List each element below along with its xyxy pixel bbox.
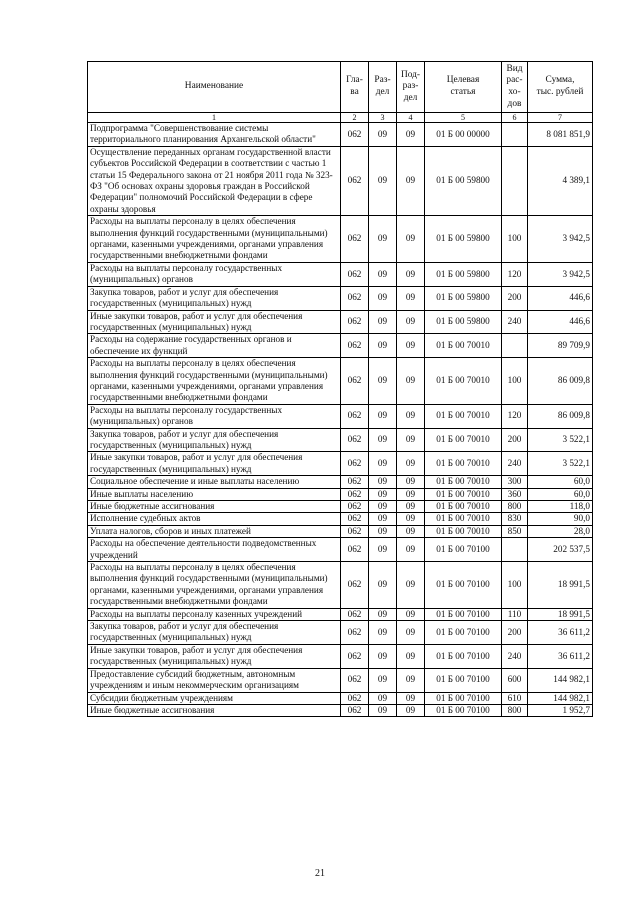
table-header-row xyxy=(88,62,593,113)
row-podrazdel-cell: 09 xyxy=(397,488,425,500)
table-row xyxy=(88,538,593,562)
table-row xyxy=(88,452,593,476)
row-sum-cell: 3 942,5 xyxy=(528,216,593,263)
row-glava-cell: 062 xyxy=(341,644,369,668)
table-row xyxy=(88,404,593,428)
row-name-cell: Расходы на выплаты персоналу государственных (муниципальных) органов xyxy=(88,262,341,286)
row-vid-cell: 610 xyxy=(502,692,528,704)
header-sum: Сумма, тыс. рублей xyxy=(528,62,593,113)
row-target-cell: 01 Б 00 70010 xyxy=(425,334,502,358)
row-glava-cell: 062 xyxy=(341,310,369,334)
column-number: 1 xyxy=(88,113,341,123)
row-razdel-cell: 09 xyxy=(369,538,397,562)
row-podrazdel-cell: 09 xyxy=(397,668,425,692)
row-glava-cell: 062 xyxy=(341,404,369,428)
row-sum-cell: 8 081 851,9 xyxy=(528,123,593,147)
table-row xyxy=(88,644,593,668)
table-row xyxy=(88,310,593,334)
row-target-cell: 01 Б 00 59800 xyxy=(425,146,502,215)
table-row xyxy=(88,562,593,609)
row-glava-cell: 062 xyxy=(341,123,369,147)
row-glava-cell: 062 xyxy=(341,608,369,620)
row-podrazdel-cell: 09 xyxy=(397,476,425,488)
row-name-cell: Расходы на содержание государственных органов и обеспечение их функций xyxy=(88,334,341,358)
row-sum-cell: 90,0 xyxy=(528,513,593,525)
row-glava-cell: 062 xyxy=(341,668,369,692)
row-glava-cell: 062 xyxy=(341,428,369,452)
row-podrazdel-cell: 09 xyxy=(397,452,425,476)
row-sum-cell: 36 611,2 xyxy=(528,621,593,645)
table-body xyxy=(88,123,593,717)
row-name-cell: Расходы на выплаты персоналу в целях обеспечения выполнения функций государственными (муниципальными) органами, казенными учреждениями, органами управления государственными внебюджетными фондами xyxy=(88,216,341,263)
row-glava-cell: 062 xyxy=(341,358,369,405)
row-razdel-cell: 09 xyxy=(369,704,397,716)
column-number: 5 xyxy=(425,113,502,123)
row-name-cell: Расходы на выплаты персоналу государственных (муниципальных) органов xyxy=(88,404,341,428)
row-vid-cell: 100 xyxy=(502,562,528,609)
row-razdel-cell: 09 xyxy=(369,501,397,513)
row-podrazdel-cell: 09 xyxy=(397,525,425,537)
row-vid-cell: 120 xyxy=(502,262,528,286)
column-number: 6 xyxy=(502,113,528,123)
row-sum-cell: 18 991,5 xyxy=(528,562,593,609)
row-name-cell: Расходы на выплаты персоналу казенных учреждений xyxy=(88,608,341,620)
row-glava-cell: 062 xyxy=(341,525,369,537)
table-row xyxy=(88,513,593,525)
row-target-cell: 01 Б 00 70100 xyxy=(425,704,502,716)
row-razdel-cell: 09 xyxy=(369,488,397,500)
row-name-cell: Иные закупки товаров, работ и услуг для обеспечения государственных (муниципальных) нужд xyxy=(88,644,341,668)
row-razdel-cell: 09 xyxy=(369,644,397,668)
row-vid-cell: 360 xyxy=(502,488,528,500)
row-vid-cell: 830 xyxy=(502,513,528,525)
row-glava-cell: 062 xyxy=(341,262,369,286)
row-razdel-cell: 09 xyxy=(369,608,397,620)
row-sum-cell: 89 709,9 xyxy=(528,334,593,358)
column-number-row xyxy=(88,113,593,123)
row-name-cell: Субсидии бюджетным учреждениям xyxy=(88,692,341,704)
table-row xyxy=(88,334,593,358)
header-podrazdel: Под- раз- дел xyxy=(397,62,425,113)
row-target-cell: 01 Б 00 70010 xyxy=(425,404,502,428)
row-target-cell: 01 Б 00 70010 xyxy=(425,488,502,500)
column-number: 4 xyxy=(397,113,425,123)
row-sum-cell: 202 537,5 xyxy=(528,538,593,562)
row-podrazdel-cell: 09 xyxy=(397,286,425,310)
row-vid-cell: 240 xyxy=(502,644,528,668)
table-row xyxy=(88,146,593,215)
column-number: 3 xyxy=(369,113,397,123)
row-name-cell: Подпрограмма "Совершенствование системы территориального планирования Архангельской области" xyxy=(88,123,341,147)
row-name-cell: Иные выплаты населению xyxy=(88,488,341,500)
row-vid-cell: 100 xyxy=(502,216,528,263)
row-target-cell: 01 Б 00 70100 xyxy=(425,538,502,562)
row-target-cell: 01 Б 00 70010 xyxy=(425,428,502,452)
row-razdel-cell: 09 xyxy=(369,513,397,525)
row-vid-cell: 800 xyxy=(502,501,528,513)
row-sum-cell: 446,6 xyxy=(528,286,593,310)
table-row xyxy=(88,704,593,716)
column-number: 7 xyxy=(528,113,593,123)
row-vid-cell: 200 xyxy=(502,428,528,452)
row-razdel-cell: 09 xyxy=(369,262,397,286)
row-sum-cell: 446,6 xyxy=(528,310,593,334)
row-razdel-cell: 09 xyxy=(369,452,397,476)
row-target-cell: 01 Б 00 59800 xyxy=(425,216,502,263)
row-glava-cell: 062 xyxy=(341,513,369,525)
row-sum-cell: 60,0 xyxy=(528,476,593,488)
row-sum-cell: 28,0 xyxy=(528,525,593,537)
table-row xyxy=(88,358,593,405)
row-name-cell: Закупка товаров, работ и услуг для обеспечения государственных (муниципальных) нужд xyxy=(88,428,341,452)
row-glava-cell: 062 xyxy=(341,692,369,704)
row-vid-cell: 200 xyxy=(502,621,528,645)
row-podrazdel-cell: 09 xyxy=(397,310,425,334)
table-row xyxy=(88,525,593,537)
row-sum-cell: 144 982,1 xyxy=(528,668,593,692)
row-sum-cell: 18 991,5 xyxy=(528,608,593,620)
table-row xyxy=(88,621,593,645)
table-row xyxy=(88,123,593,147)
row-glava-cell: 062 xyxy=(341,334,369,358)
row-podrazdel-cell: 09 xyxy=(397,262,425,286)
table-row xyxy=(88,476,593,488)
row-glava-cell: 062 xyxy=(341,501,369,513)
header-target: Целевая статья xyxy=(425,62,502,113)
row-name-cell: Расходы на обеспечение деятельности подведомственных учреждений xyxy=(88,538,341,562)
row-razdel-cell: 09 xyxy=(369,216,397,263)
row-podrazdel-cell: 09 xyxy=(397,621,425,645)
row-podrazdel-cell: 09 xyxy=(397,562,425,609)
row-glava-cell: 062 xyxy=(341,704,369,716)
row-razdel-cell: 09 xyxy=(369,286,397,310)
row-target-cell: 01 Б 00 70010 xyxy=(425,476,502,488)
table-row xyxy=(88,488,593,500)
row-podrazdel-cell: 09 xyxy=(397,146,425,215)
row-glava-cell: 062 xyxy=(341,146,369,215)
row-vid-cell: 100 xyxy=(502,358,528,405)
row-razdel-cell: 09 xyxy=(369,334,397,358)
row-target-cell: 01 Б 00 59800 xyxy=(425,262,502,286)
row-vid-cell: 800 xyxy=(502,704,528,716)
row-razdel-cell: 09 xyxy=(369,692,397,704)
row-razdel-cell: 09 xyxy=(369,525,397,537)
table-row xyxy=(88,216,593,263)
row-razdel-cell: 09 xyxy=(369,358,397,405)
row-name-cell: Исполнение судебных актов xyxy=(88,513,341,525)
header-razdel: Раз- дел xyxy=(369,62,397,113)
row-name-cell: Закупка товаров, работ и услуг для обеспечения государственных (муниципальных) нужд xyxy=(88,286,341,310)
row-name-cell: Предоставление субсидий бюджетным, автономным учреждениям и иным некоммерческим организациям xyxy=(88,668,341,692)
row-vid-cell xyxy=(502,146,528,215)
row-sum-cell: 60,0 xyxy=(528,488,593,500)
table-row xyxy=(88,608,593,620)
header-vid: Вид рас- хо- дов xyxy=(502,62,528,113)
row-target-cell: 01 Б 00 59800 xyxy=(425,286,502,310)
row-vid-cell: 120 xyxy=(502,404,528,428)
row-vid-cell: 200 xyxy=(502,286,528,310)
row-sum-cell: 1 952,7 xyxy=(528,704,593,716)
row-name-cell: Иные бюджетные ассигнования xyxy=(88,704,341,716)
row-razdel-cell: 09 xyxy=(369,146,397,215)
row-podrazdel-cell: 09 xyxy=(397,501,425,513)
row-sum-cell: 86 009,8 xyxy=(528,404,593,428)
row-vid-cell xyxy=(502,538,528,562)
row-name-cell: Иные закупки товаров, работ и услуг для обеспечения государственных (муниципальных) нужд xyxy=(88,310,341,334)
row-sum-cell: 144 982,1 xyxy=(528,692,593,704)
row-target-cell: 01 Б 00 70010 xyxy=(425,452,502,476)
row-target-cell: 01 Б 00 70010 xyxy=(425,513,502,525)
row-podrazdel-cell: 09 xyxy=(397,704,425,716)
header-name: Наименование xyxy=(88,62,341,113)
row-glava-cell: 062 xyxy=(341,562,369,609)
row-target-cell: 01 Б 00 70100 xyxy=(425,621,502,645)
column-number: 2 xyxy=(341,113,369,123)
table-row xyxy=(88,262,593,286)
table-row xyxy=(88,286,593,310)
row-podrazdel-cell: 09 xyxy=(397,692,425,704)
table-row xyxy=(88,501,593,513)
row-sum-cell: 4 389,1 xyxy=(528,146,593,215)
table-row xyxy=(88,692,593,704)
row-glava-cell: 062 xyxy=(341,452,369,476)
header-glava: Гла- ва xyxy=(341,62,369,113)
row-name-cell: Расходы на выплаты персоналу в целях обеспечения выполнения функций государственными (муниципальными) органами, казенными учреждениями, органами управления государственными внебюджетными фондами xyxy=(88,562,341,609)
table-row xyxy=(88,668,593,692)
table-row xyxy=(88,428,593,452)
row-target-cell: 01 Б 00 70100 xyxy=(425,692,502,704)
row-sum-cell: 3 522,1 xyxy=(528,452,593,476)
row-target-cell: 01 Б 00 00000 xyxy=(425,123,502,147)
row-target-cell: 01 Б 00 70100 xyxy=(425,562,502,609)
row-podrazdel-cell: 09 xyxy=(397,334,425,358)
row-target-cell: 01 Б 00 70010 xyxy=(425,525,502,537)
row-vid-cell: 850 xyxy=(502,525,528,537)
row-vid-cell: 110 xyxy=(502,608,528,620)
row-name-cell: Иные закупки товаров, работ и услуг для обеспечения государственных (муниципальных) нужд xyxy=(88,452,341,476)
row-name-cell: Закупка товаров, работ и услуг для обеспечения государственных (муниципальных) нужд xyxy=(88,621,341,645)
row-podrazdel-cell: 09 xyxy=(397,513,425,525)
row-podrazdel-cell: 09 xyxy=(397,428,425,452)
row-razdel-cell: 09 xyxy=(369,428,397,452)
row-glava-cell: 062 xyxy=(341,216,369,263)
row-razdel-cell: 09 xyxy=(369,404,397,428)
row-name-cell: Уплата налогов, сборов и иных платежей xyxy=(88,525,341,537)
row-target-cell: 01 Б 00 70010 xyxy=(425,358,502,405)
row-target-cell: 01 Б 00 70010 xyxy=(425,501,502,513)
row-glava-cell: 062 xyxy=(341,621,369,645)
row-glava-cell: 062 xyxy=(341,476,369,488)
row-glava-cell: 062 xyxy=(341,286,369,310)
row-razdel-cell: 09 xyxy=(369,562,397,609)
row-vid-cell: 300 xyxy=(502,476,528,488)
row-target-cell: 01 Б 00 70100 xyxy=(425,608,502,620)
row-name-cell: Осуществление переданных органам государственной власти субъектов Российской Федерации в соответствии с частью 1 статьи 15 Федерального закона от 21 ноября 2011 года № 323-ФЗ "Об основах охраны здоровья граждан в Российской Федерации" полномочий Российской Федерации в сфере охраны здоровья xyxy=(88,146,341,215)
row-razdel-cell: 09 xyxy=(369,668,397,692)
row-sum-cell: 86 009,8 xyxy=(528,358,593,405)
row-razdel-cell: 09 xyxy=(369,310,397,334)
row-sum-cell: 118,0 xyxy=(528,501,593,513)
row-sum-cell: 36 611,2 xyxy=(528,644,593,668)
row-razdel-cell: 09 xyxy=(369,621,397,645)
row-podrazdel-cell: 09 xyxy=(397,123,425,147)
page-number: 21 xyxy=(315,868,325,879)
row-podrazdel-cell: 09 xyxy=(397,644,425,668)
row-podrazdel-cell: 09 xyxy=(397,216,425,263)
row-vid-cell xyxy=(502,334,528,358)
row-sum-cell: 3 942,5 xyxy=(528,262,593,286)
row-glava-cell: 062 xyxy=(341,538,369,562)
row-vid-cell: 600 xyxy=(502,668,528,692)
row-target-cell: 01 Б 00 59800 xyxy=(425,310,502,334)
row-razdel-cell: 09 xyxy=(369,123,397,147)
row-razdel-cell: 09 xyxy=(369,476,397,488)
row-name-cell: Иные бюджетные ассигнования xyxy=(88,501,341,513)
row-podrazdel-cell: 09 xyxy=(397,358,425,405)
row-podrazdel-cell: 09 xyxy=(397,608,425,620)
row-podrazdel-cell: 09 xyxy=(397,538,425,562)
row-name-cell: Расходы на выплаты персоналу в целях обеспечения выполнения функций государственными (муниципальными) органами, казенными учреждениями, органами управления государственными внебюджетными фондами xyxy=(88,358,341,405)
row-target-cell: 01 Б 00 70100 xyxy=(425,644,502,668)
row-target-cell: 01 Б 00 70100 xyxy=(425,668,502,692)
row-name-cell: Социальное обеспечение и иные выплаты населению xyxy=(88,476,341,488)
budget-table xyxy=(87,61,593,717)
row-vid-cell: 240 xyxy=(502,452,528,476)
row-glava-cell: 062 xyxy=(341,488,369,500)
row-podrazdel-cell: 09 xyxy=(397,404,425,428)
row-sum-cell: 3 522,1 xyxy=(528,428,593,452)
row-vid-cell xyxy=(502,123,528,147)
row-vid-cell: 240 xyxy=(502,310,528,334)
